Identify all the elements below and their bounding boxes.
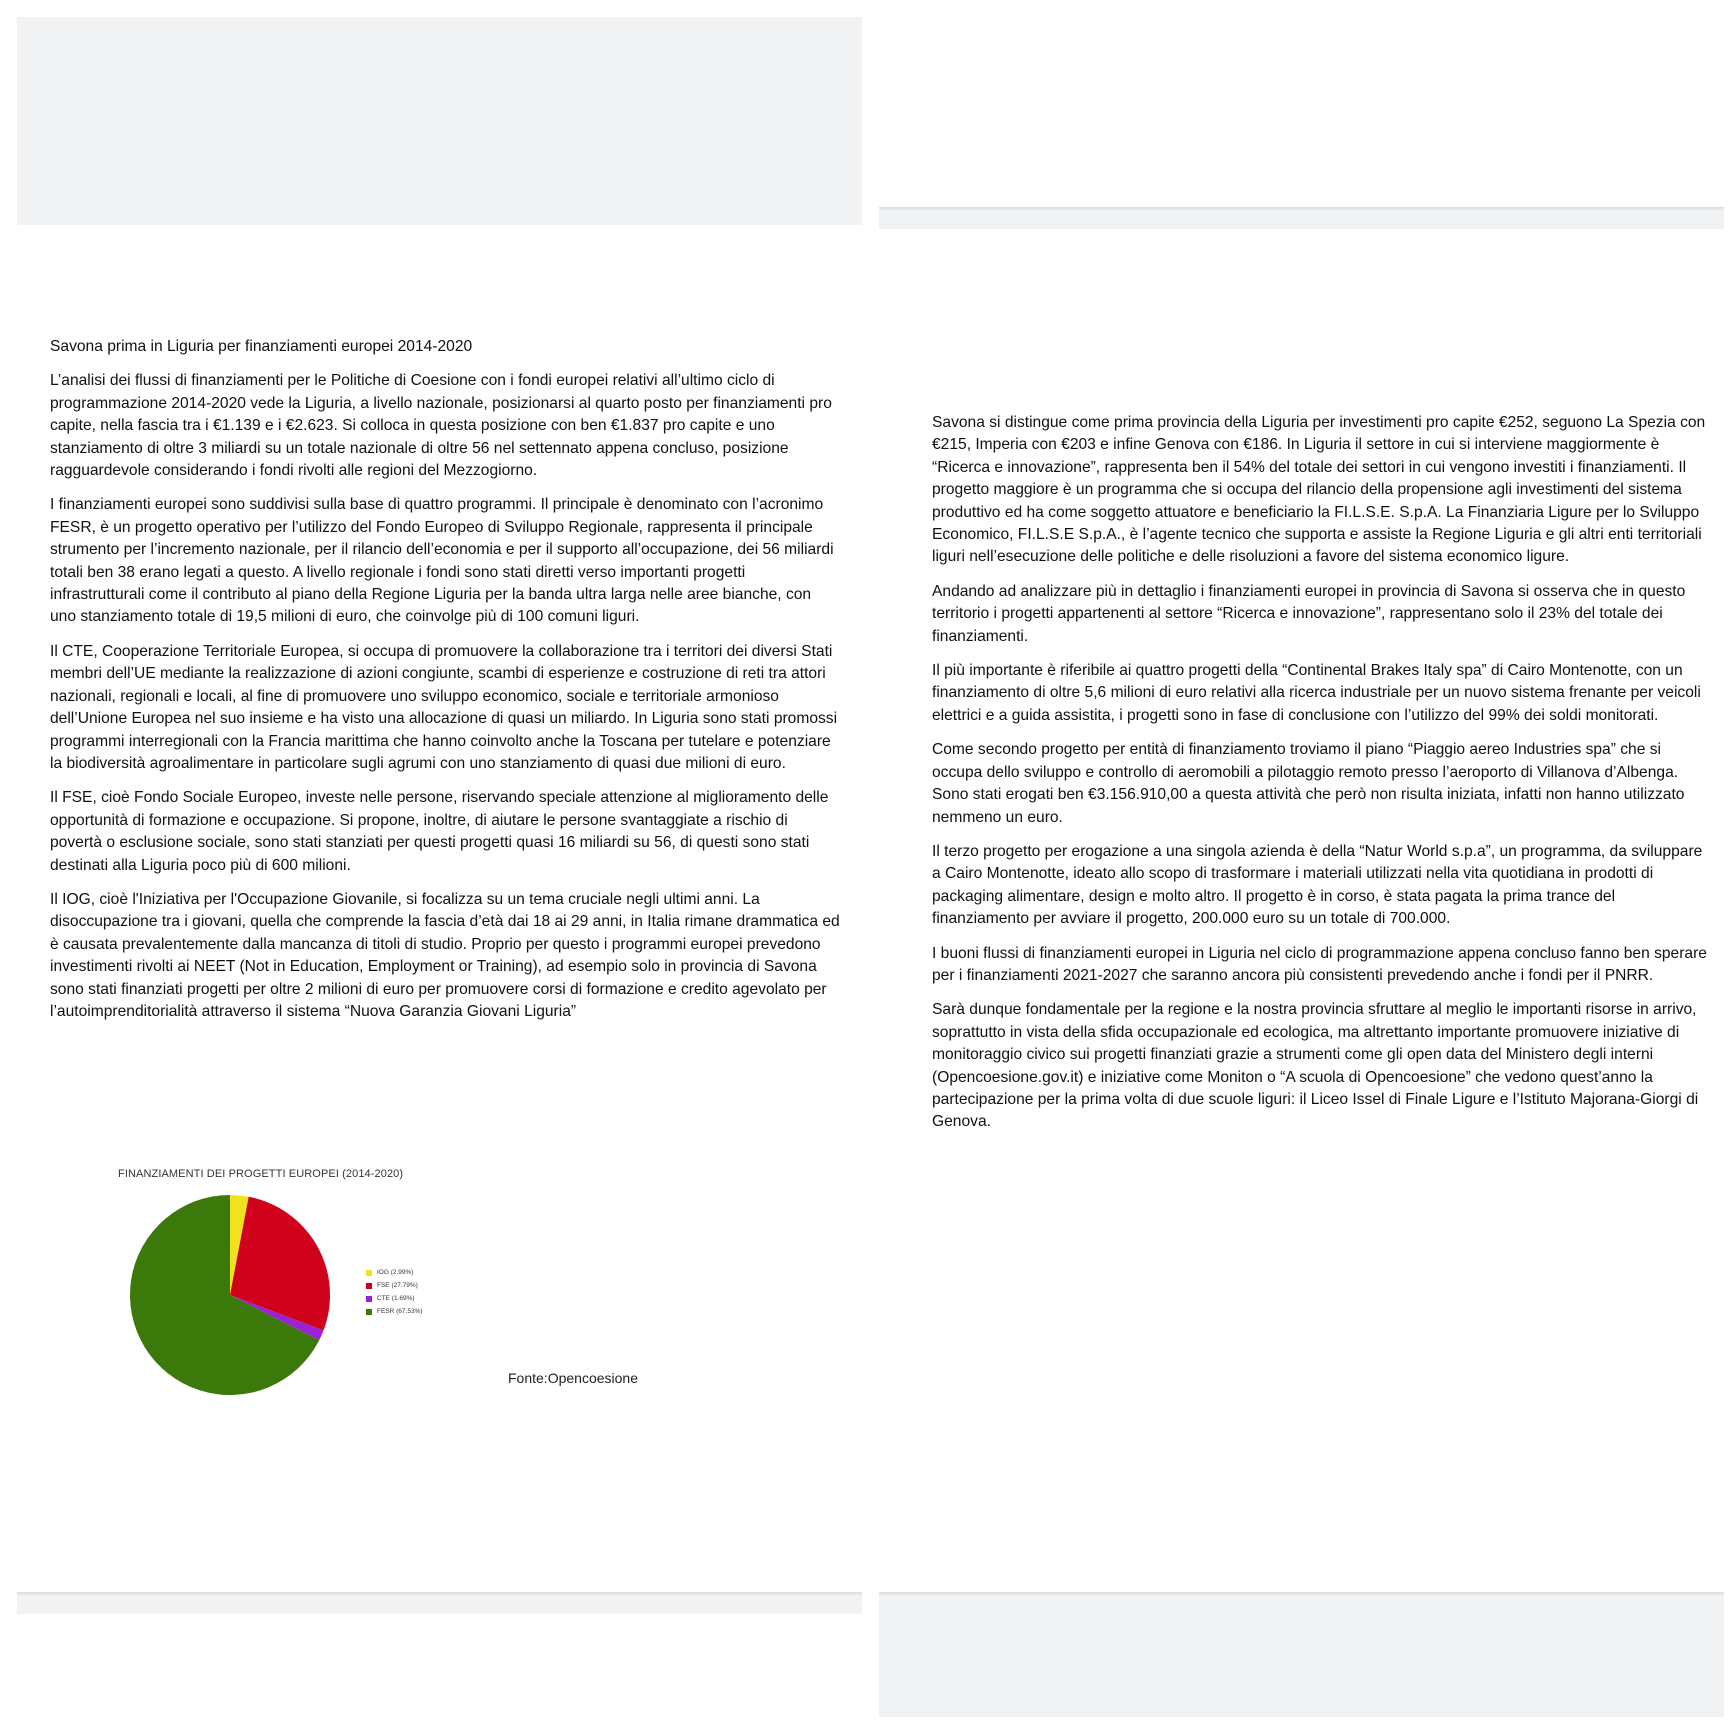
paragraph: Il FSE, cioè Fondo Sociale Europeo, investe nelle persone, riservando speciale attenzione al miglioramento delle opportunità di formazione e occupazione. Si propone, inoltre, di aiutare le persone svantaggiate a rischio di povertà o esclusione sociale, sono stati stanziati per questi progetti quasi 16 miliardi su 56, di questi sono stati destinati alla Liguria poco più di 600 milioni. (50, 789, 829, 874)
paragraph: Il CTE, Cooperazione Territoriale Europea, si occupa di promuovere la collaborazione tra i territori dei diversi Stati membri dell’UE mediante la realizzazione di azioni congiunte, scambi di esperienze e costruzione di reti tra attori nazionali, regionali e locali, al fine di promuovere uno sviluppo economico, sociale e territoriale armonioso dell’Unione Europea nel suo insieme e ha visto una allocazione di quasi un miliardo. In Liguria sono stati promossi programmi interregionali con la Francia marittima che hanno coinvolto anche la Toscana per tutelare e potenziare la biodiversità agroalimentare in particolare sugli agrumi con uno stanziamento di quasi due milioni di euro. (50, 642, 838, 772)
document-title: Savona prima in Liguria per finanziamenti europei 2014-2020 (50, 338, 473, 355)
legend-swatch (366, 1270, 372, 1276)
paragraph: Savona si distingue come prima provincia della Liguria per investimenti pro capite €252, seguono La Spezia con €215, Imperia con €203 e infine Genova con €186. In Liguria il settore in cui si interviene maggiormente è “Ricerca e innovazione”, rappresenta ben il 54% del totale dei settori in cui vengono investiti i finanziamenti. Il progetto maggiore è un programma che si occupa del rilancio della propensione agli investimenti del sistema produttivo ed ha come soggetto attuatore e beneficiario la FI.L.S.E. S.p.A. La Finanziaria Ligure per lo Sviluppo Economico, FI.L.S.E S.p.A., è l’agente tecnico che supporta e assiste la Regione Liguria e gli altri enti territoriali liguri nell’esecuzione delle politiche e delle risoluzioni a favore del sistema economico ligure. (932, 414, 1706, 566)
legend-label: CTE (1.69%) (377, 1295, 415, 1302)
right-page-text (932, 412, 1707, 1146)
legend-swatch (366, 1296, 372, 1302)
paragraph: L’analisi dei flussi di finanziamenti per le Politiche di Coesione con i fondi europei relativi all’ultimo ciclo di programmazione 2014-2020 vede la Liguria, a livello nazionale, posizionarsi al quarto posto per finanziamenti pro capite, nella fascia tra i €1.139 e i €2.623. Si colloca in questa posizione con ben €1.837 pro capite e uno stanziamento di oltre 3 miliardi su un totale nazionale di oltre 56 nel settennato appena concluso, posizione ragguardevole considerando i fondi rivolti alle regioni del Mezzogiorno. (50, 372, 832, 480)
left-page-bottom-shadow (17, 1592, 862, 1596)
left-page-text (50, 336, 840, 1035)
paragraph: Il terzo progetto per erogazione a una singola azienda è della “Natur World s.p.a”, un programma, da sviluppare a Cairo Montenotte, ideato allo scopo di trasformare i materiali utilizzati nella vita quotidiana in prodotti di packaging alimentare, design e molto altro. Il progetto è in corso, è stata pagata la prima trance del finanziamento per avviare il progetto, 200.000 euro su un totale di 700.000. (932, 842, 1703, 928)
paragraph: I buoni flussi di finanziamenti europei in Liguria nel ciclo di programmazione appena concluso fanno ben sperare per i finanziamenti 2021-2027 che saranno ancora più consistenti prevedendo anche i fondi per il PNRR. (932, 944, 1707, 984)
right-page-top-shadow (879, 207, 1724, 211)
legend-item-cte (366, 1292, 423, 1305)
paragraph: Il IOG, cioè l'Iniziativa per l'Occupazione Giovanile, si focalizza su un tema cruciale negli ultimi anni. La disoccupazione tra i giovani, quella che comprende la fascia d’età dai 18 ai 29 anni, in Italia rimane drammatica ed è causata prevalentemente dalla mancanza di titoli di studio. Proprio per questo i programmi europei prevedono investimenti rivolti ai NEET (Not in Education, Employment or Training), ad esempio solo in provincia di Savona sono stati finanziati progetti per oltre 2 milioni di euro per promuovere corsi di formazione e credito agevolato per l’autoimprenditorialità attraverso il sistema “Nuova Garanzia Giovani Liguria” (50, 890, 840, 1020)
legend-item-fesr (366, 1305, 423, 1318)
paragraph: Sarà dunque fondamentale per la regione e la nostra provincia sfruttare al meglio le importanti risorse in arrivo, soprattutto in vista della sfida occupazionale ed ecologica, ma altrettanto importante promuovere iniziative di monitoraggio civico sui progetti finanziati grazie a strumenti come gli open data del Ministero degli interni (Opencoesione.gov.it) e iniziative come Moniton o “A scuola di Opencoesione” che vedono quest’anno la partecipazione per la prima volta di due scuole liguri: il Liceo Issel di Finale Ligure e l’Istituto Majorana-Giorgi di Genova. (932, 1001, 1699, 1131)
chart-source: Fonte:Opencoesione (508, 1370, 638, 1386)
legend-label: FSE (27.79%) (377, 1282, 418, 1289)
right-page-bottom-shadow (879, 1592, 1724, 1596)
paragraph: Il più importante è riferibile ai quattro progetti della “Continental Brakes Italy spa” di Cairo Montenotte, con un finanziamento di oltre 5,6 milioni di euro relativi alla ricerca industriale per un nuovo sistema frenante per veicoli elettrici e a guida assistita, i progetti sono in fase di conclusione con l’utilizzo del 99% dei soldi monitorati. (932, 662, 1701, 724)
paragraph: Come secondo progetto per entità di finanziamento troviamo il piano “Piaggio aereo Industries spa” che si occupa dello sviluppo e controllo di aeromobili a pilotaggio remoto presso l’aeroporto di Villanova d’Albenga. Sono stati erogati ben €3.156.910,00 a questa attività che però non risulta iniziata, infatti non hanno utilizzato nemmeno un euro. (932, 741, 1685, 826)
paragraph: Andando ad analizzare più in dettaglio i finanziamenti europei in provincia di Savona si osserva che in questo territorio i progetti appartenenti al settore “Ricerca e innovazione”, rappresentano solo il 23% del totale dei finanziamenti. (932, 582, 1686, 645)
chart-legend (366, 1266, 423, 1318)
paragraph: I finanziamenti europei sono suddivisi sulla base di quattro programmi. Il principale è denominato con l’acronimo FESR, è un progetto operativo per l’utilizzo del Fondo Europeo di Sviluppo Regionale, rappresenta il principale strumento per l’incremento nazionale, per il rilancio dell’economia e per il supporto all’occupazione, dei 56 miliardi totali ben 38 erano legati a questo. A livello regionale i fondi sono stati diretti verso importanti progetti infrastrutturali come il contributo al piano della Regione Liguria per la banda ultra larga nelle aree bianche, con uno stanziamento totale di 19,5 milioni di euro, che coinvolge più di 100 comuni liguri. (50, 496, 834, 626)
left-page-top-margin (17, 17, 862, 225)
legend-label: FESR (67.53%) (377, 1308, 423, 1315)
legend-swatch (366, 1309, 372, 1315)
pie-chart (120, 1185, 340, 1405)
legend-item-iog (366, 1266, 423, 1279)
right-page-bottom-margin (879, 1592, 1724, 1717)
chart-title: FINANZIAMENTI DEI PROGETTI EUROPEI (2014-2020) (118, 1168, 404, 1180)
legend-item-fse (366, 1279, 423, 1292)
legend-swatch (366, 1283, 372, 1289)
legend-label: IOG (2.99%) (377, 1269, 414, 1276)
